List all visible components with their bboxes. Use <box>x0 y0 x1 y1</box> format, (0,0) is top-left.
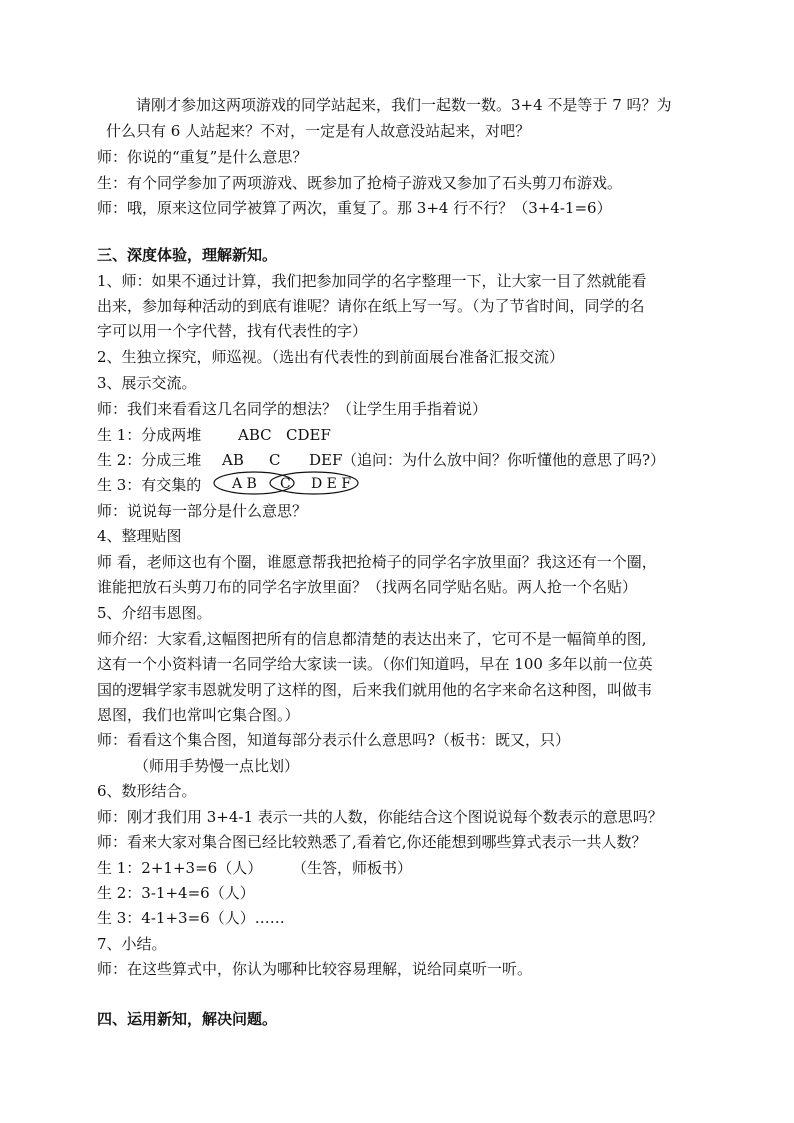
stage-note: （生答，师板书） <box>292 859 413 877</box>
dialogue-line: 师：看来大家对集合图已经比较熟悉了,看着它,你还能想到哪些算式表示一共人数？ <box>97 833 647 851</box>
dialogue-line: 师：说说每一部分是什么意思？ <box>97 502 308 520</box>
step-heading: 7、小结。 <box>97 935 167 953</box>
paragraph-line: 这有一个小资料请一名同学给大家读一读。（你们知道吗，早在 100 多年以前一位英 <box>97 655 653 673</box>
dialogue-line: 生：有个同学参加了两项游戏、既参加了抢椅子游戏又参加了石头剪刀布游戏。 <box>97 174 623 192</box>
paragraph-line: 什么只有 6 人站起来？不对，一定是有人故意没站起来，对吧？ <box>106 122 531 140</box>
section-heading: 三、深度体验，理解新知。 <box>97 246 278 264</box>
student-answer-line <box>97 859 417 877</box>
paragraph-line: 恩图，我们也常叫它集合图。） <box>97 706 300 724</box>
venn-right-label: D E F <box>311 476 352 492</box>
student-label: 生 2：分成三堆 <box>97 451 202 469</box>
student-1-line <box>97 426 337 444</box>
stage-note: （师用手势慢一点比划） <box>134 757 300 775</box>
paragraph-line: 请刚才参加这两项游戏的同学站起来，我们一起数一数。3+4 不是等于 7 吗？为 <box>136 96 672 114</box>
equation-text: 生 2：3-1+4=6（人） <box>97 884 255 902</box>
section-heading: 四、运用新知，解决问题。 <box>97 1010 278 1028</box>
venn-left-label: A B <box>232 476 257 492</box>
step-heading: 5、介绍韦恩图。 <box>97 604 212 622</box>
follow-up-question: （追问：为什么放中间？你听懂他的意思了吗?） <box>342 451 666 469</box>
group-text: AB <box>222 451 244 469</box>
step-heading: 4、整理贴图 <box>97 527 182 545</box>
paragraph-line: 国的逻辑学家韦恩就发明了这样的图，后来我们就用他的名字来命名这种图，叫做韦 <box>97 681 653 699</box>
equation-text: 生 1：2+1+3=6（人） <box>97 859 263 877</box>
step-heading: 6、数形结合。 <box>97 782 197 800</box>
dialogue-line: 师：刚才我们用 3+4-1 表示一共的人数，你能结合这个图说说每个数表示的意思吗？ <box>97 808 663 826</box>
dialogue-line: 师：哦，原来这位同学被算了两次，重复了。那 3+4 行不行？（3+4-1=6） <box>97 199 612 217</box>
group-text: C <box>269 451 281 469</box>
paragraph-line: 1、师：如果不通过计算，我们把参加同学的名字整理一下，让大家一目了然就能看 <box>97 272 647 290</box>
group-text: ABC <box>238 426 272 444</box>
group-text: CDEF <box>286 426 331 444</box>
paragraph-line: 师介绍：大家看,这幅图把所有的信息都清楚的表达出来了，它可不是一幅简单的图, <box>97 630 647 648</box>
dialogue-line: 师：我们来看看这几名同学的想法？（让学生用手指着说） <box>97 400 488 418</box>
venn-diagram <box>212 470 360 496</box>
paragraph-line: 字可以用一个字代替，找有代表性的字） <box>97 322 368 340</box>
venn-middle-label: C <box>280 476 291 492</box>
paragraph-line: 谁能把放石头剪刀布的同学名字放里面？（找两名同学贴名贴。两人抢一个名贴） <box>97 578 638 596</box>
group-text: DEF <box>309 451 343 469</box>
paragraph-line: 出来，参加每种活动的到底有谁呢？请你在纸上写一写。（为了节省时间，同学的名 <box>97 297 645 315</box>
dialogue-line: 师：你说的“重复”是什么意思？ <box>97 148 308 166</box>
equation-text: 生 3：4-1+3=6（人）…… <box>97 909 285 927</box>
paragraph-line: 3、展示交流。 <box>97 374 197 392</box>
paragraph-line: 2、生独立探究，师巡视。（选出有代表性的到前面展台准备汇报交流） <box>97 348 565 366</box>
dialogue-line: 师：在这些算式中，你认为哪种比较容易理解，说给同桌听一听。 <box>97 960 533 978</box>
dialogue-line: 师：看看这个集合图，知道每部分表示什么意思吗?（板书：既又，只） <box>97 731 571 749</box>
student-2-line <box>97 451 687 469</box>
student-3-label: 生 3：有交集的 <box>97 476 202 494</box>
paragraph-line: 师 看，老师这也有个圈，谁愿意帮我把抢椅子的同学名字放里面？我这还有一个圈， <box>97 553 657 571</box>
student-label: 生 1：分成两堆 <box>97 426 202 444</box>
